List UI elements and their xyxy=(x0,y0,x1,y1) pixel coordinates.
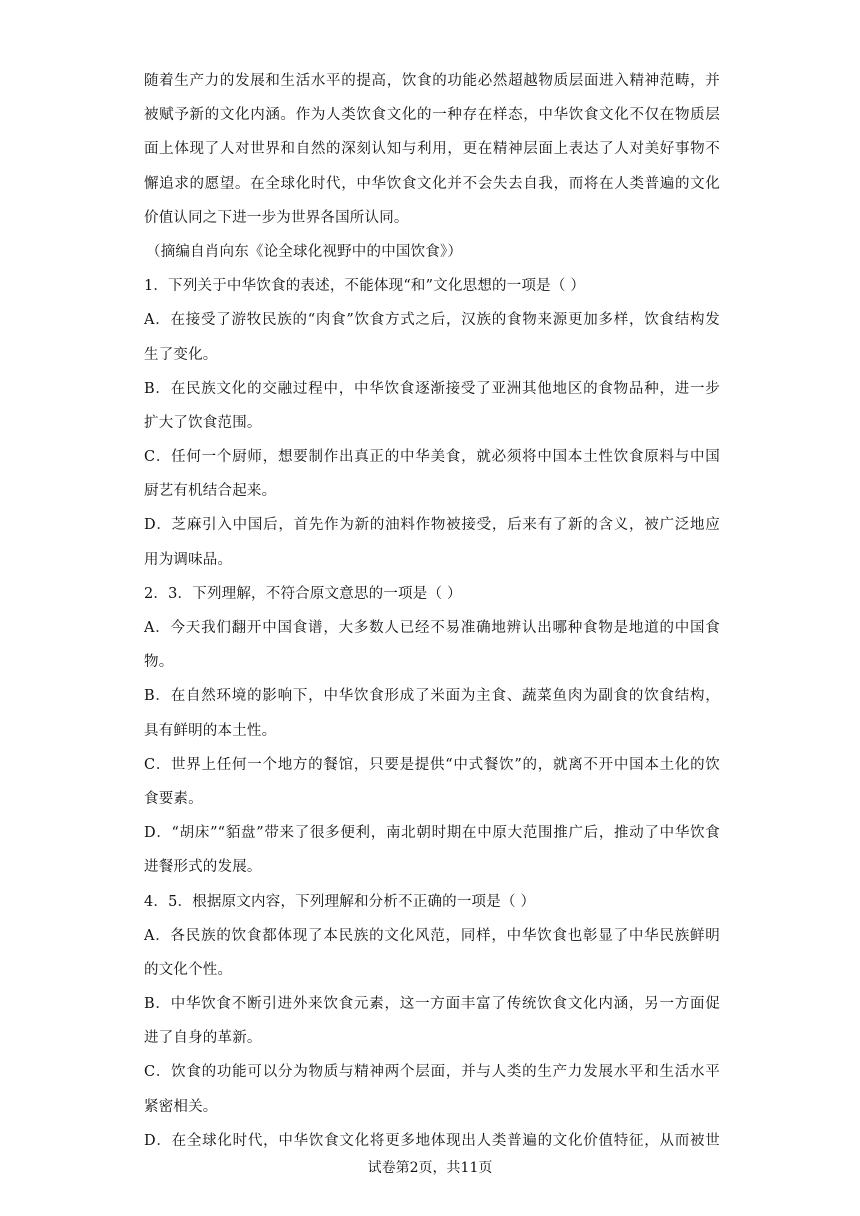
question-stem: 1．下列关于中华饮食的表述，不能体现“和”文化思想的一项是（ ） xyxy=(144,278,586,295)
question-1 xyxy=(144,269,720,577)
passage-citation: （摘编自肖向东《论全球化视野中的中国饮食》） xyxy=(146,243,463,260)
option-d xyxy=(144,1124,720,1158)
passage-paragraph xyxy=(144,64,720,235)
option-line: C．世界上任何一个地方的餐馆，只要是提供“中式餐饮”的，就离不开中国本土化的饮 xyxy=(144,756,720,773)
option-line: C．饮食的功能可以分为物质与精神两个层面，并与人类的生产力发展水平和生活水平 xyxy=(144,1064,720,1081)
option-line: 紧密相关。 xyxy=(144,1098,218,1115)
passage-line: 价值认同之下进一步为世界各国所认同。 xyxy=(144,209,409,226)
option-a xyxy=(144,919,720,987)
option-line: 用为调味品。 xyxy=(144,551,233,568)
option-line: 厨艺有机结合起来。 xyxy=(144,483,277,500)
passage-line: 面上体现了人对世界和自然的深刻认知与利用，更在精神层面上表达了人对美好事物不 xyxy=(144,141,720,158)
option-a xyxy=(144,303,720,371)
question-stem: 4．5．根据原文内容，下列理解和分析不正确的一项是（ ） xyxy=(144,893,536,910)
option-line: B．在民族文化的交融过程中，中华饮食逐渐接受了亚洲其他地区的食物品种，进一步 xyxy=(144,380,720,397)
option-c xyxy=(144,440,720,508)
option-line: 进餐形式的发展。 xyxy=(144,859,262,876)
option-line: D．芝麻引入中国后，首先作为新的油料作物被接受，后来有了新的含义，被广泛地应 xyxy=(144,517,720,534)
option-d xyxy=(144,508,720,576)
option-line: 扩大了饮食范围。 xyxy=(144,414,262,431)
option-line: A．各民族的饮食都体现了本民族的文化风范，同样，中华饮食也彰显了中华民族鲜明 xyxy=(144,927,720,944)
page-content xyxy=(144,64,720,1158)
option-c xyxy=(144,748,720,816)
question-4-5 xyxy=(144,885,720,1159)
option-line: A．今天我们翻开中国食谱，大多数人已经不易准确地辨认出哪种食物是地道的中国食 xyxy=(144,620,720,636)
option-b xyxy=(144,372,720,440)
option-line: C．任何一个厨师，想要制作出真正的中华美食，就必须将中国本土性饮食原料与中国 xyxy=(144,449,720,466)
option-line: B．在自然环境的影响下，中华饮食形成了米面为主食、蔬菜鱼肉为副食的饮食结构， xyxy=(144,688,720,705)
option-line: A．在接受了游牧民族的“肉食”饮食方式之后，汉族的食物来源更加多样，饮食结构发 xyxy=(144,312,720,329)
option-line: B．中华饮食不断引进外来饮食元素，这一方面丰富了传统饮食文化内涵，另一方面促 xyxy=(144,996,720,1013)
option-line: 生了变化。 xyxy=(144,346,218,363)
option-c xyxy=(144,1055,720,1123)
option-line: 食要素。 xyxy=(144,790,203,807)
passage-line: 懈追求的愿望。在全球化时代，中华饮食文化并不会失去自我，而将在人类普遍的文化 xyxy=(144,175,720,192)
option-line: 的文化个性。 xyxy=(144,961,233,978)
option-line: 具有鲜明的本土性。 xyxy=(144,722,277,739)
option-line: D．在全球化时代，中华饮食文化将更多地体现出人类普遍的文化价值特征，从而被世 xyxy=(144,1132,720,1149)
option-line: 进了自身的革新。 xyxy=(144,1030,262,1047)
passage-line: 被赋予新的文化内涵。作为人类饮食文化的一种存在样态，中华饮食文化不仅在物质层 xyxy=(144,107,720,124)
option-line: 物。 xyxy=(144,654,174,671)
option-line: D．“胡床”“貊盘”带来了很多便利，南北朝时期在中原大范围推广后，推动了中华饮食 xyxy=(144,825,720,842)
option-d xyxy=(144,816,720,884)
passage-line: 随着生产力的发展和生活水平的提高，饮食的功能必然超越物质层面进入精神范畴，并 xyxy=(144,73,720,89)
page-footer: 试卷第2页，共11页 xyxy=(367,1160,493,1176)
question-2-3 xyxy=(144,577,720,885)
option-b xyxy=(144,679,720,747)
question-stem: 2．3．下列理解，不符合原文意思的一项是（ ） xyxy=(144,585,462,602)
option-a xyxy=(144,611,720,679)
option-b xyxy=(144,987,720,1055)
